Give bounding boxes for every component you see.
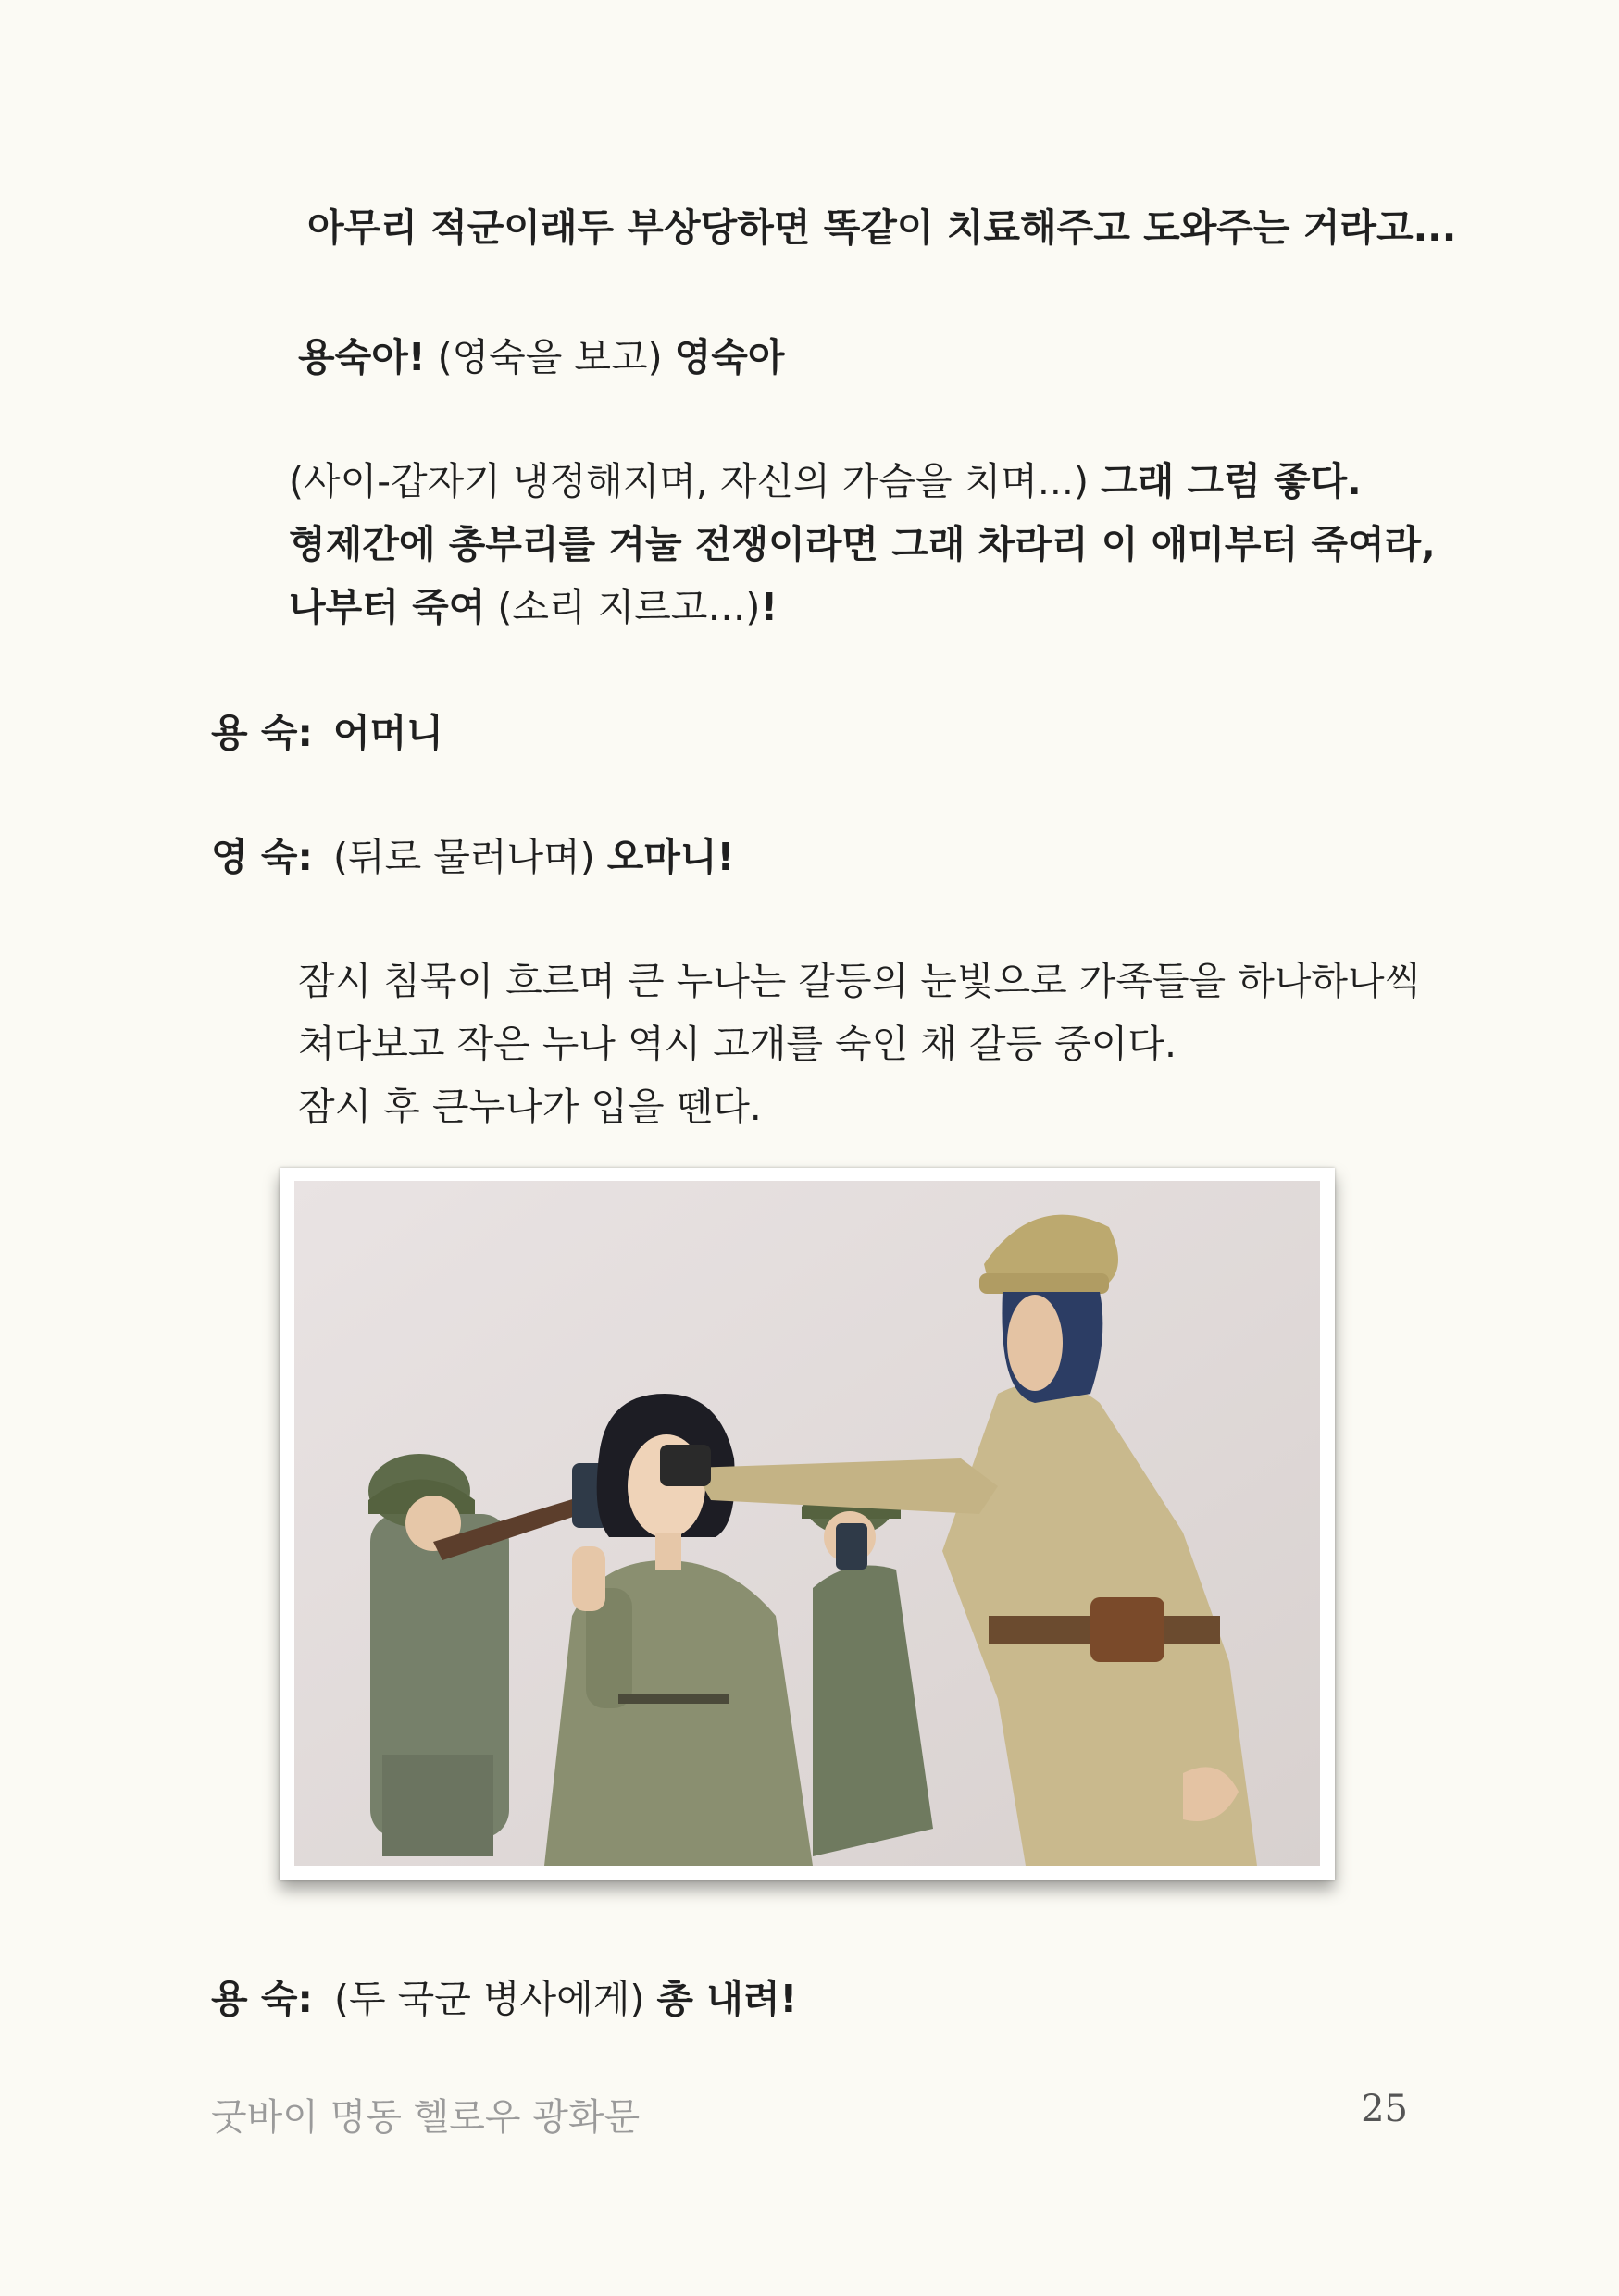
- dialogue-bold: 어머니: [333, 711, 443, 755]
- stage-direction: (사이-갑자기 냉정해지며, 자신의 가슴을 치며...): [289, 459, 1101, 503]
- dialogue-bold: 총 내려!: [656, 1977, 798, 2021]
- dialogue-yongsuk-2: [211, 1977, 798, 2021]
- speaker-name: 용 숙:: [211, 711, 313, 755]
- dialogue-bold: 나부터 죽여: [289, 585, 486, 629]
- dialogue-line-3: [289, 459, 1362, 503]
- dialogue-bold: !: [760, 585, 778, 629]
- narration-line-1: 잠시 침묵이 흐르며 큰 누나는 갈등의 눈빛으로 가족들을 하나하나씩: [298, 959, 1422, 1003]
- stage-direction: (두 국군 병사에게): [322, 1977, 657, 2021]
- dialogue-bold: 그래 그럼 좋다.: [1101, 459, 1362, 503]
- dialogue-line-5: [289, 585, 778, 629]
- dialogue-youngsuk: [211, 835, 735, 879]
- narration-line-3: 잠시 후 큰누나가 입을 뗀다.: [298, 1085, 762, 1129]
- stage-direction: (영숙을 보고): [425, 335, 675, 379]
- page-number: 25: [1361, 2088, 1408, 2130]
- speaker-name: 용 숙:: [211, 1977, 313, 2021]
- dialogue-yongsuk-1: [211, 711, 443, 755]
- dialogue-bold: 영숙아: [674, 335, 785, 379]
- stage-direction: (소리 지르고…): [485, 585, 761, 629]
- dialogue-line-4: 형제간에 총부리를 겨눌 전쟁이라면 그래 차라리 이 애미부터 죽여라,: [289, 522, 1436, 566]
- dialogue-line-1: 아무리 적군이래두 부상당하면 똑같이 치료해주고 도와주는 거라고...: [307, 205, 1457, 250]
- dialogue-bold: 용숙아!: [298, 335, 426, 379]
- illustration-soldiers: [280, 1168, 1335, 1880]
- speaker-name: 영 숙:: [211, 835, 313, 879]
- stage-direction: (뒤로 물러나며): [333, 835, 607, 879]
- dialogue-line-2: [298, 335, 785, 379]
- book-title-footer: 굿바이 명동 헬로우 광화문: [211, 2096, 641, 2139]
- dialogue-bold: 오마니!: [606, 835, 735, 879]
- narration-line-2: 쳐다보고 작은 누나 역시 고개를 숙인 채 갈등 중이다.: [298, 1022, 1177, 1066]
- soldiers-illustration-art: [294, 1181, 1320, 1866]
